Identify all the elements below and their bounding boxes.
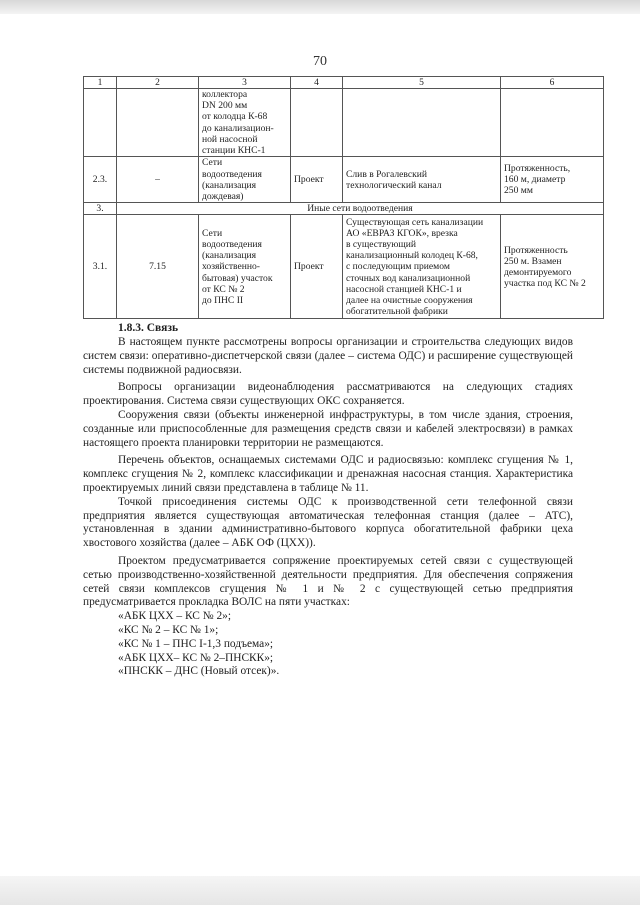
table-cell: Проект [291, 215, 343, 319]
table-cell [291, 89, 343, 157]
section-heading: 1.8.3. Связь [118, 322, 179, 334]
section-body [83, 336, 573, 679]
cell-line: с последующим приемом [346, 261, 450, 273]
table-cell: Проект [291, 157, 343, 203]
paragraph: Перечень объектов, оснащаемых системами ОДС и радиосвязью: комплекс сгущения № 1, комплекс сгущения № 2, комплекс классификации и дренажная насосная станция. Характеристика проектируемых линий связи представлена в таблице № 11. [83, 454, 573, 494]
cell-line: Протяженность [504, 244, 568, 256]
cell-line: далее на очистные сооружения [346, 294, 473, 306]
paragraph: Вопросы организации видеонаблюдения рассматриваются на следующих стадиях проектирования. Система связи существующих ОКС сохраняется. [83, 381, 573, 408]
page-number: 70 [313, 54, 327, 69]
table-section-row [84, 203, 604, 215]
list-item: «АБК ЦХХ – КС № 2»; [118, 610, 232, 623]
cell-line: технологический канал [346, 179, 442, 191]
header-cell: 3 [199, 77, 291, 89]
table-header-row [84, 77, 604, 89]
cell-line: 160 м, диаметр [504, 174, 566, 186]
header-cell: 1 [84, 77, 117, 89]
cell-line: (канализация [202, 179, 257, 191]
table-cell [199, 89, 291, 157]
header-cell: 5 [343, 77, 501, 89]
table-cell [343, 157, 501, 203]
cell-line: от КС № 2 [202, 283, 245, 295]
cell-line: Сети [202, 227, 223, 239]
table-cell: – [117, 157, 199, 203]
list-item: «АБК ЦХХ– КС № 2–ПНСКК»; [118, 651, 274, 664]
cell-line: 250 мм [504, 185, 533, 197]
cell-line: DN 200 мм [202, 100, 248, 112]
cell-line: насосной станцией КНС-1 и [346, 283, 462, 295]
paragraph: Сооружения связи (объекты инженерной инфраструктуры, в том числе здания, строения, созданные или приспособленные для размещения средств связи и кабелей электросвязи) в рамках настоящего проекта планировки территории не размещаются. [83, 408, 573, 449]
paragraph: Точкой присоединения системы ОДС к производственной сети телефонной связи предприятия является существующая автоматическая телефонная станция (далее – АТС), установленная в здании административно-бытового корпуса обогатительной фабрики цеха хвостового хозяйства (далее – АБК ОФ (ЦХХ)). [83, 495, 573, 550]
row-number: 3. [84, 203, 117, 215]
scan-top-edge [0, 0, 640, 14]
row-number: 3.1. [84, 215, 117, 319]
table-cell [501, 215, 604, 319]
table-row [84, 157, 604, 203]
header-cell: 4 [291, 77, 343, 89]
header-cell: 6 [501, 77, 604, 89]
cell-line: сточных вод канализационной [346, 272, 471, 284]
list-item: «КС № 2 – КС № 1»; [118, 623, 219, 636]
table-cell [501, 157, 604, 203]
cell-line: до ПНС II [202, 294, 244, 306]
cell-line: АО «ЕВРАЗ КГОК», врезка [346, 227, 458, 239]
cell-line: ной насосной [202, 133, 258, 145]
cell-line: демонтируемого [504, 266, 572, 278]
cell-line: Сети [202, 157, 223, 169]
cell-line: водоотведения [202, 168, 262, 180]
table-row [84, 89, 604, 157]
cell-line: канализационный колодец К-68, [346, 250, 478, 262]
cell-line: Протяженность, [504, 162, 571, 174]
drainage-networks-table [83, 76, 604, 319]
cell-line: 250 м. Взамен [504, 255, 562, 267]
cell-line: дождевая) [202, 190, 244, 202]
table-cell [199, 215, 291, 319]
cell-line: коллектора [202, 89, 248, 100]
table-cell [199, 157, 291, 203]
cell-line: бытовая) участок [202, 272, 273, 284]
cell-line: водоотведения [202, 238, 262, 250]
paragraph: Проектом предусматривается сопряжение проектируемых сетей связи с существующей сетью производственно-хозяйственной деятельности предприятия. Для обеспечения сопряжения сетей связи комплексов сгущения № 1 и № 2 с существующей сетью предприятия предусматривается прокладка ВОЛС на пяти участках: [83, 554, 573, 609]
row-number: 2.3. [84, 157, 117, 203]
table-cell [343, 215, 501, 319]
cell-line: в существующий [346, 238, 417, 250]
header-cell: 2 [117, 77, 199, 89]
paragraph: В настоящем пункте рассмотрены вопросы организации и строительства следующих видов систем связи: оперативно-диспетчерской связи (далее – система ОДС) и расширение существующей системы подвижной радиосвязи. [83, 336, 573, 376]
scan-bottom-edge [0, 876, 640, 905]
cell-line: Существующая сеть канализации [346, 216, 484, 228]
cell-line: до канализацион- [202, 122, 274, 134]
section-title-cell: Иные сети водоотведения [117, 203, 604, 215]
cell-line: Слив в Рогалевский [346, 168, 428, 180]
table-row [84, 215, 604, 319]
cell-line: от колодца К-68 [202, 111, 268, 123]
table-cell: 7.15 [117, 215, 199, 319]
list-item: «КС № 1 – ПНС I-1,3 подъема»; [118, 637, 274, 650]
table-cell [117, 89, 199, 157]
cell-line: (канализация [202, 250, 257, 262]
cell-line: участка под КС № 2 [504, 278, 586, 290]
table-cell [343, 89, 501, 157]
cell-line: обогатительной фабрики [346, 306, 448, 318]
cell-line: хозяйственно- [202, 261, 261, 273]
list-item: «ПНСКК – ДНС (Новый отсек)». [118, 665, 280, 678]
cell-line: станции КНС-1 [202, 145, 266, 157]
table-cell [501, 89, 604, 157]
table-cell [84, 89, 117, 157]
